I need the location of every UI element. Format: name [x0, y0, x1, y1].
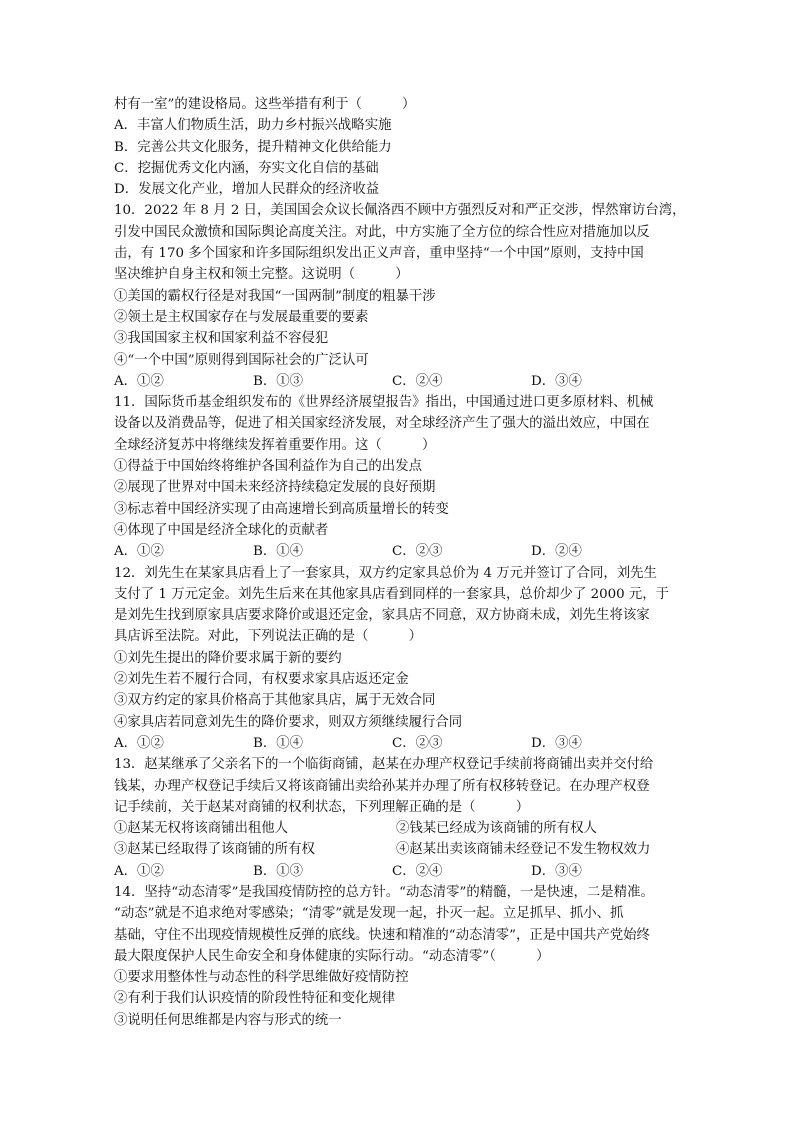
- q10-choices: [114, 371, 686, 392]
- option-c: C．挖掘优秀文化内涵，夯实文化自信的基础: [114, 160, 379, 176]
- choice-d: D．③④: [531, 863, 582, 879]
- q12-stem-line: 具店诉至法院。对此，下列说法正确的是（ ）: [114, 629, 422, 645]
- choice-a: A．①②: [114, 863, 164, 879]
- q11-choices: [114, 541, 686, 562]
- choice-b: B．①③: [253, 863, 304, 879]
- q10-stem-line: 引发中国民众激愤和国际舆论高度关注。对此，中方实施了全方位的综合性应对措施加以反: [114, 224, 650, 240]
- option-b: B．完善公共文化服务，提升精神文化供给能力: [114, 139, 392, 155]
- choice-d: D．③④: [531, 373, 582, 389]
- q11-stem-line: 全球经济复苏中将继续发挥着重要作用。这（ ）: [114, 437, 436, 453]
- q11-statement: ②展现了世界对中国未来经济持续稳定发展的良好预期: [114, 480, 436, 496]
- choice-b: B．①④: [253, 735, 304, 751]
- choice-d: D．③④: [531, 735, 582, 751]
- option-a: A．丰富人们物质生活，助力乡村振兴战略实施: [114, 118, 392, 134]
- q12-stem-line: 支付了 1 万元定金。刘先生后来在其他家具店看到同样的一套家具，总价却少了 2000 元，于: [114, 586, 670, 602]
- q14-statement: ②有利于我们认识疫情的阶段性特征和变化规律: [114, 991, 396, 1007]
- q11-statement: ①得益于中国始终将维护各国利益作为自己的出发点: [114, 459, 422, 475]
- q14-stem-line: 最大限度保护人民生命安全和身体健康的实际行动。“动态清零”（ ）: [114, 948, 550, 964]
- q14-stem-line: 基础，守住不出现疫情规模性反弹的底线。快速和精准的“动态清零”，正是中国共产党始终: [114, 927, 650, 943]
- q10-statement: ①美国的霸权行径是对我国“一国两制”制度的粗暴干涉: [114, 288, 436, 304]
- q13-statement: ④赵某出卖该商铺未经登记不发生物权效力: [396, 842, 651, 858]
- q14-stem-line: “动态”就是不追求绝对零感染；“清零”就是发现一起，扑灭一起。立足抓早、抓小、抓: [114, 906, 624, 922]
- choice-c: C．②③: [392, 735, 443, 751]
- q13-statement-row: [114, 818, 686, 839]
- choice-c: C．②③: [392, 544, 443, 560]
- q13-stem-line: 13．赵某继承了父亲名下的一个临街商铺，赵某在办理产权登记手续前将商铺出卖并交付给: [114, 757, 654, 773]
- q11-stem-line: 11．国际货币基金组织发布的《世界经济展望报告》指出，中国通过进口更多原材料、机械: [114, 395, 654, 411]
- choice-d: D．②④: [531, 544, 582, 560]
- q10-stem-line: 10．2022 年 8 月 2 日，美国国会众议长佩洛西不顾中方强烈反对和严正交涉，悍然窜访台湾，: [114, 203, 686, 219]
- choice-a: A．①②: [114, 544, 164, 560]
- q10-statement: ②领土是主权国家存在与发展最重要的要素: [114, 309, 369, 325]
- question-content: [114, 94, 686, 1031]
- q14-statement: ③说明任何思维都是内容与形式的统一: [114, 1012, 342, 1028]
- q12-statement: ①刘先生提出的降价要求属于新的要约: [114, 650, 342, 666]
- choice-a: A．①②: [114, 373, 164, 389]
- q11-statement: ③标志着中国经济实现了由高速增长到高质量增长的转变: [114, 501, 449, 517]
- q10-stem-line: 击，有 170 多个国家和许多国际组织发出正义声音，重申坚持“一个中国”原则，支持中国: [114, 246, 644, 262]
- q13-stem-line: 记手续前，关于赵某对商铺的权利状态，下列理解正确的是（ ）: [114, 799, 530, 815]
- q12-statement: ④家具店若同意刘先生的降价要求，则双方须继续履行合同: [114, 714, 463, 730]
- q10-statement: ③我国国家主权和国家利益不容侵犯: [114, 331, 329, 347]
- q12-choices: [114, 733, 686, 754]
- choice-c: C．②④: [392, 863, 443, 879]
- choice-b: B．①④: [253, 544, 304, 560]
- choice-a: A．①②: [114, 735, 164, 751]
- q13-statement: ①赵某无权将该商铺出租他人: [114, 821, 289, 837]
- q12-stem-line: 12．刘先生在某家具店看上了一套家具，双方约定家具总价为 4 万元并签订了合同，刘先生: [114, 565, 657, 581]
- q14-stem-line: 14．坚持“动态清零”是我国疫情防控的总方针。“动态清零”的精髓，一是快速，二是精准。: [114, 884, 654, 900]
- q10-statement: ④“一个中国”原则得到国际社会的广泛认可: [114, 352, 369, 368]
- q11-stem-line: 设备以及消费品等，促进了相关国家经济发展，对全球经济产生了强大的溢出效应，中国在: [114, 416, 650, 432]
- q10-stem-line: 坚决维护自身主权和领土完整。这说明（ ）: [114, 267, 409, 283]
- q14-statement: ①要求用整体性与动态性的科学思维做好疫情防控: [114, 970, 409, 986]
- q13-statement: ③赵某已经取得了该商铺的所有权: [114, 842, 315, 858]
- q13-statement-row: [114, 839, 686, 860]
- q13-stem-line: 钱某，办理产权登记手续后又将该商铺出卖给孙某并办理了所有权移转登记。在办理产权登: [114, 778, 650, 794]
- q11-statement: ④体现了中国是经济全球化的贡献者: [114, 522, 329, 538]
- choice-c: C．②④: [392, 373, 443, 389]
- q12-stem-line: 是刘先生找到原家具店要求降价或退还定金，家具店不同意，双方协商未成，刘先生将该家: [114, 608, 650, 624]
- q12-statement: ②刘先生若不履行合同，有权要求家具店返还定金: [114, 672, 409, 688]
- option-d: D．发展文化产业，增加人民群众的经济收益: [114, 182, 380, 198]
- text-line: 村有一室”的建设格局。这些举措有利于（ ）: [114, 97, 416, 112]
- choice-b: B．①③: [253, 373, 304, 389]
- q13-choices: [114, 861, 686, 882]
- q13-statement: ②钱某已经成为该商铺的所有权人: [396, 821, 597, 837]
- q12-statement: ③双方约定的家具价格高于其他家具店，属于无效合同: [114, 693, 436, 709]
